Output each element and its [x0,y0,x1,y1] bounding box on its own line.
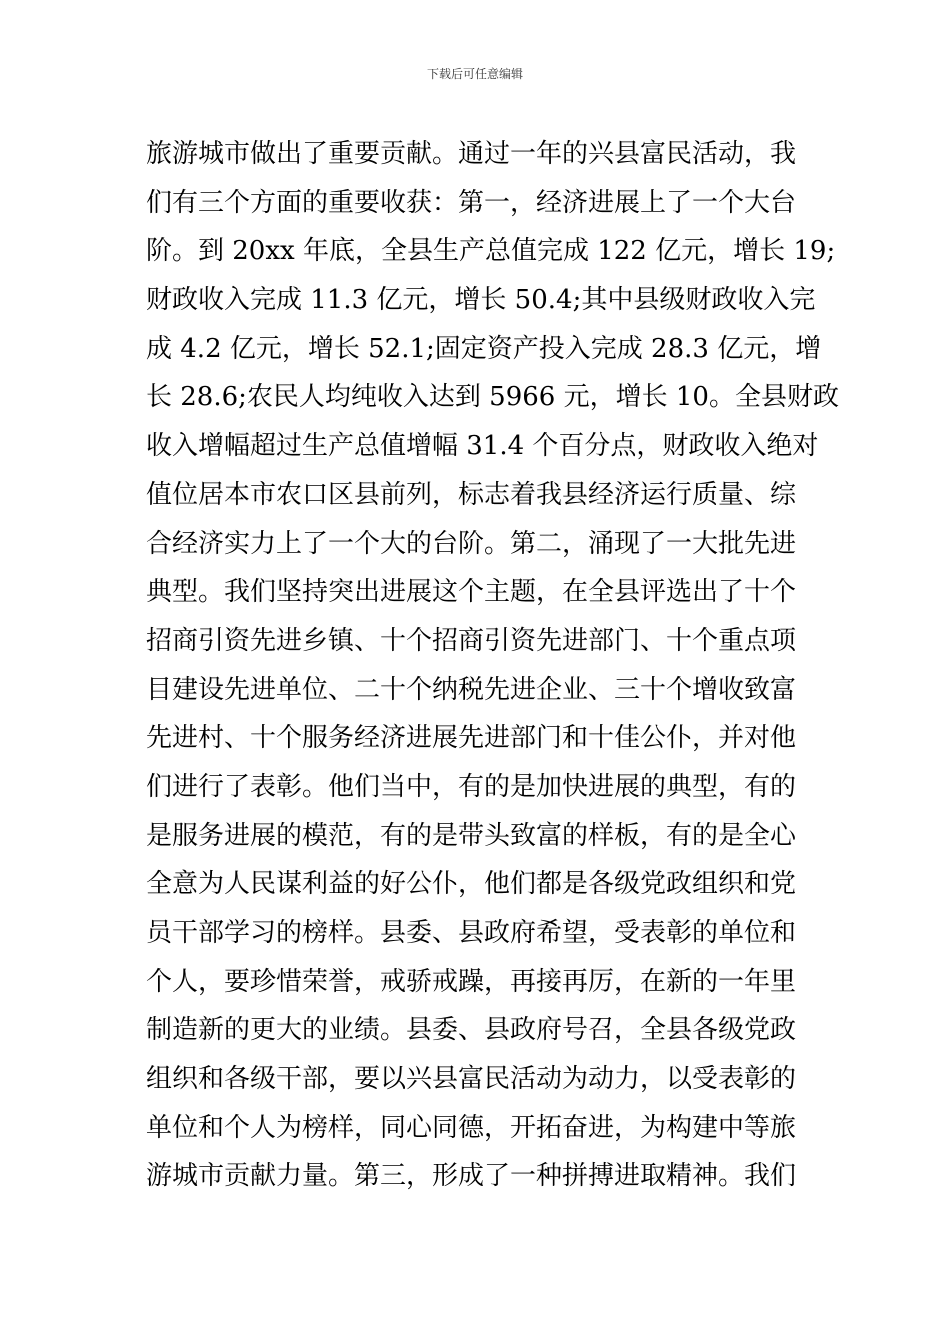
text-line: 单位和个人为榜样，同心同德，开拓奋进，为构建中等旅 [146,1112,797,1143]
text-line: 个人，要珍惜荣誉，戒骄戒躁，再接再厉，在新的一年里 [146,966,797,997]
text-line: 组织和各级干部，要以兴县富民活动为动力，以受表彰的 [146,1064,797,1095]
text-line: 先进村、十个服务经济进展先进部门和十佳公仆，并对他 [146,723,797,754]
text-line: 长 28.6;农民人均纯收入达到 5966 元，增长 10。全县财政 [146,382,839,413]
text-line: 游城市贡献力量。第三，形成了一种拼搏进取精神。我们 [146,1161,797,1192]
text-line: 成 4.2 亿元，增长 52.1;固定资产投入完成 28.3 亿元，增 [146,333,822,364]
text-line: 旅游城市做出了重要贡献。通过一年的兴县富民活动，我 [146,139,797,169]
text-line: 值位居本市农口区县前列，标志着我县经济运行质量、综 [146,479,797,510]
text-line: 目建设先进单位、二十个纳税先进企业、三十个增收致富 [146,674,797,705]
header-note: 下载后可任意编辑 [426,67,523,81]
text-line: 制造新的更大的业绩。县委、县政府号召，全县各级党政 [146,1015,797,1046]
text-line: 是服务进展的模范，有的是带头致富的样板，有的是全心 [146,820,797,851]
text-line: 们进行了表彰。他们当中，有的是加快进展的典型，有的 [146,771,797,802]
text-line: 合经济实力上了一个大的台阶。第二，涌现了一大批先进 [146,528,797,559]
body-text [146,130,839,1201]
text-line: 财政收入完成 11.3 亿元，增长 50.4;其中县级财政收入完 [146,285,816,316]
text-line: 全意为人民谋利益的好公仆，他们都是各级党政组织和党 [146,869,797,900]
text-line: 招商引资先进乡镇、十个招商引资先进部门、十个重点项 [146,625,797,656]
text-line: 收入增幅超过生产总值增幅 31.4 个百分点，财政收入绝对 [146,431,819,462]
text-line: 员干部学习的榜样。县委、县政府希望，受表彰的单位和 [146,918,797,948]
text-line: 阶。到 20xx 年底，全县生产总值完成 122 亿元，增长 19; [146,236,836,267]
text-line: 们有三个方面的重要收获：第一，经济进展上了一个大台 [146,187,797,218]
text-line: 典型。我们坚持突出进展这个主题，在全县评选出了十个 [146,577,797,608]
